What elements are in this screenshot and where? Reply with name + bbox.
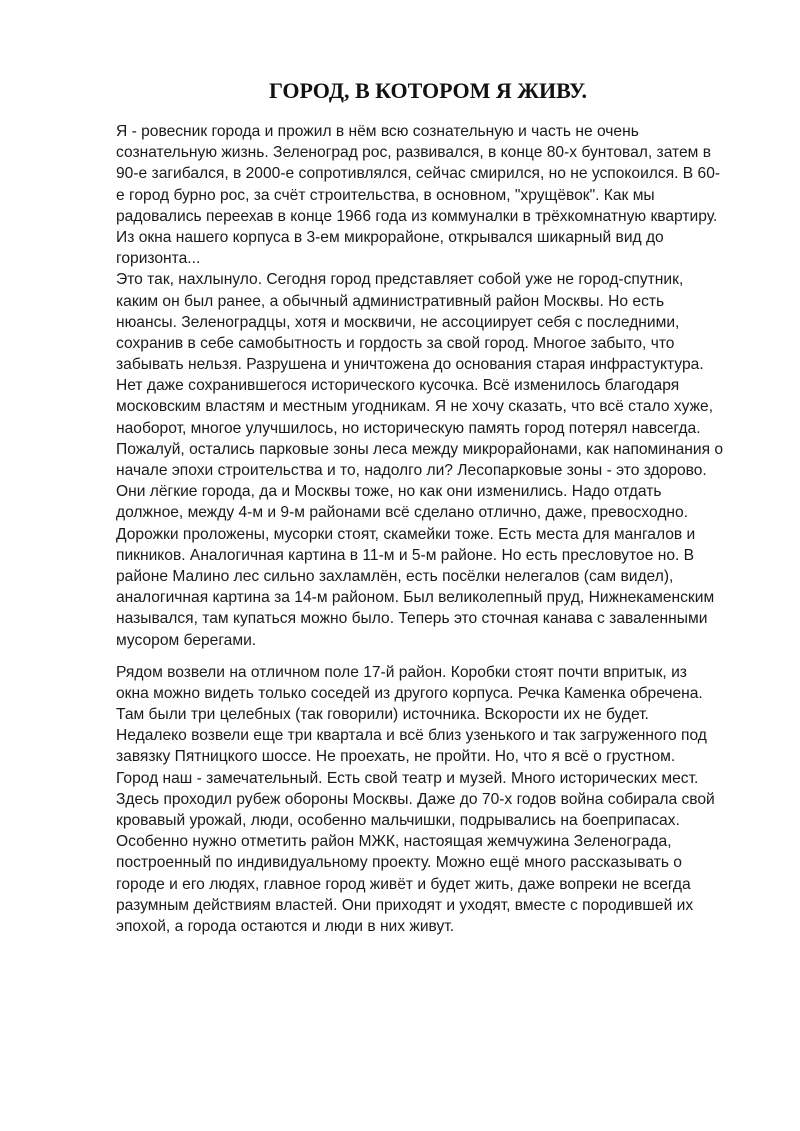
text-line: московским властям и местным угодникам. Я не хочу сказать, что всё стало хуже, xyxy=(116,398,714,416)
text-line: е город бурно рос, за счёт строительства, в основном, "хрущёвок". Как мы xyxy=(116,186,655,204)
text-line: Рядом возвели на отличном поле 17-й район. Коробки стоят почти впритык, из xyxy=(116,663,687,681)
text-line: аналогичная картина за 14-м районом. Был великолепный пруд, Нижнекаменским xyxy=(116,589,715,607)
text-line: сознательную жизнь. Зеленоград рос, развивался, в конце 80-х бунтовал, затем в xyxy=(116,144,711,162)
text-line: Пожалуй, остались парковые зоны леса между микрорайонами, как напоминания о xyxy=(116,440,724,458)
text-line: Там были три целебных (так говорили) источника. Вскорости их не будет. xyxy=(116,706,649,724)
text-line: сохранив в себе самобытность и гордость за свой город. Многое забыто, что xyxy=(116,334,675,352)
text-line: эпохой, а города остаются и люди в них живут. xyxy=(116,917,455,935)
paragraph-spacer xyxy=(116,651,756,662)
text-line: пикников. Аналогичная картина в 11-м и 5-м районе. Но есть пресловутое но. В xyxy=(116,546,695,564)
text-line: наоборот, многое улучшилось, но историческую память город потерял навсегда. xyxy=(116,419,701,437)
text-line: мусором берегами. xyxy=(116,631,257,649)
text-line: радовались переехав в конце 1966 года из коммуналки в трёхкомнатную квартиру. xyxy=(116,207,718,225)
text-line: забывать нельзя. Разрушена и уничтожена до основания старая инфрастуктура. xyxy=(116,356,704,374)
text-line: Здесь проходил рубеж обороны Москвы. Даже до 70-х годов война собирала свой xyxy=(116,790,715,808)
text-line: Дорожки проложены, мусорки стоят, скамейки тоже. Есть места для мангалов и xyxy=(116,525,696,543)
text-line: каким он был ранее, а обычный административный район Москвы. Но есть xyxy=(116,292,665,310)
text-line: построенный по индивидуальному проекту. Можно ещё много рассказывать о xyxy=(116,854,682,872)
document-body xyxy=(116,121,756,937)
text-line: Они лёгкие города, да и Москвы тоже, но как они изменились. Надо отдать xyxy=(116,483,662,501)
text-line: назывался, там купаться можно было. Теперь это сточная канава с заваленными xyxy=(116,610,708,628)
paragraph-2 xyxy=(116,662,756,937)
text-line: должное, между 4-м и 9-м районами всё сделано отлично, даже, превосходно. xyxy=(116,504,689,522)
text-line: Город наш - замечательный. Есть свой театр и музей. Много исторических мест. xyxy=(116,769,699,787)
text-line: начале эпохи строительства и то, надолго ли? Лесопарковые зоны - это здорово. xyxy=(116,462,707,479)
text-line: разумным действиям властей. Они приходят и уходят, вместе с породившей их xyxy=(116,896,694,914)
text-line: горизонта... xyxy=(116,250,201,268)
text-line: районе Малино лес сильно захламлён, есть посёлки нелегалов (сам видел), xyxy=(116,567,674,585)
text-line: 90-е загибался, в 2000-е сопротивлялся, сейчас смирился, но не успокоился. В 60- xyxy=(116,165,721,183)
text-line: кровавый урожай, люди, особенно мальчишки, подрывались на боеприпасах. xyxy=(116,812,680,829)
text-line: Нет даже сохранившегося исторического кусочка. Всё изменилось благодаря xyxy=(116,377,680,395)
paragraph-1 xyxy=(116,121,756,651)
text-line: Я - ровесник города и прожил в нём всю сознательную и часть не очень xyxy=(116,123,639,140)
text-line: городе и его людях, главное город живёт и будет жить, даже вопреки не всегда xyxy=(116,875,691,893)
text-line: Это так, нахлынуло. Сегодня город представляет собой уже не город-спутник, xyxy=(116,271,684,289)
text-line: окна можно видеть только соседей из другого корпуса. Речка Каменка обречена. xyxy=(116,684,703,702)
document-title: ГОРОД, В КОТОРОМ Я ЖИВУ. xyxy=(268,78,588,103)
text-line: завязку Пятницкого шоссе. Не проехать, не пройти. Но, что я всё о грустном. xyxy=(116,748,676,766)
text-line: нюансы. Зеленоградцы, хотя и москвичи, не ассоциирует себя с последними, xyxy=(116,313,680,331)
text-line: Из окна нашего корпуса в 3-ем микрорайоне, открывался шикарный вид до xyxy=(116,228,664,246)
text-line: Особенно нужно отметить район МЖК, настоящая жемчужина Зеленограда, xyxy=(116,833,672,851)
text-line: Недалеко возвели еще три квартала и всё близ узенького и так загруженного под xyxy=(116,727,707,745)
